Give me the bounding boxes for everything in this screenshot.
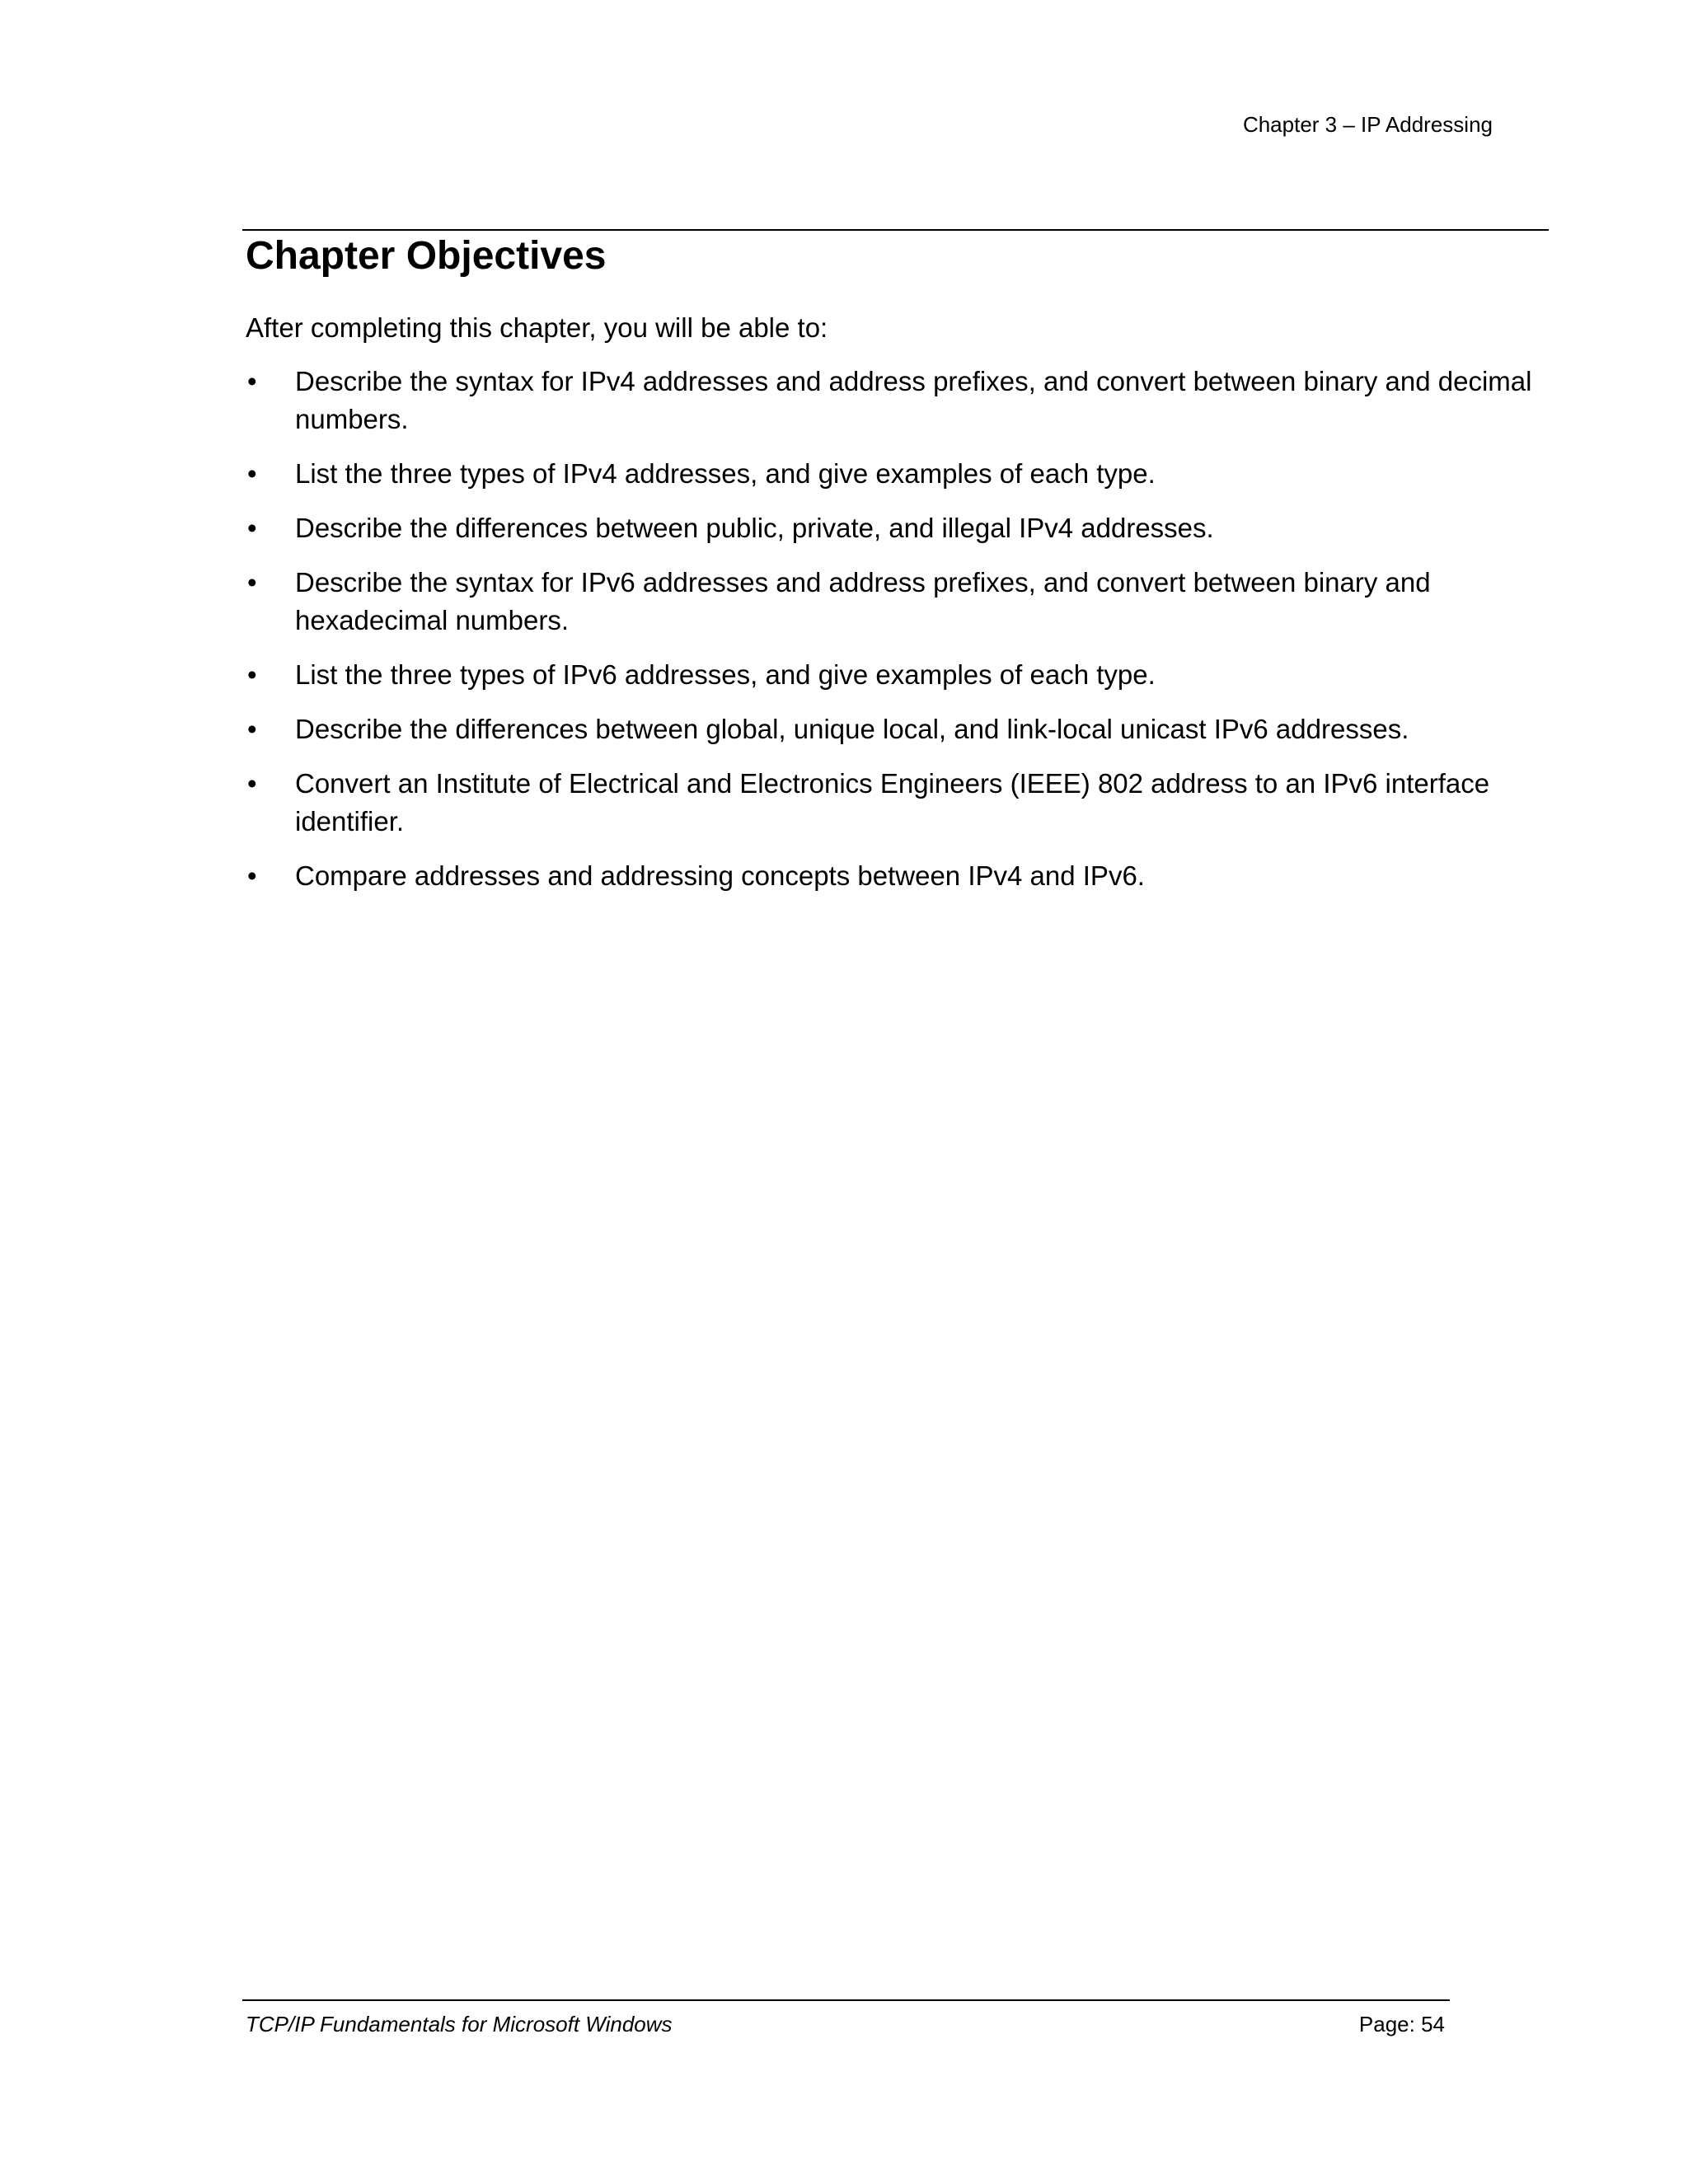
bullet-icon: • bbox=[247, 366, 257, 396]
running-header: Chapter 3 – IP Addressing bbox=[1242, 112, 1493, 137]
footer-book-title: TCP/IP Fundamentals for Microsoft Windows bbox=[246, 2012, 673, 2036]
bullet-icon: • bbox=[247, 458, 257, 489]
bullet-icon: • bbox=[247, 513, 257, 543]
objective-text: List the three types of IPv4 addresses, and give examples of each type. bbox=[295, 458, 1156, 489]
bullet-icon: • bbox=[247, 659, 257, 690]
list-item bbox=[246, 509, 1548, 547]
footer-divider bbox=[242, 1999, 1450, 2001]
objective-text: Compare addresses and addressing concepts between IPv4 and IPv6. bbox=[295, 860, 1145, 891]
objective-text: Describe the syntax for IPv4 addresses and address prefixes, and convert between binary and decimal numbers. bbox=[295, 366, 1532, 434]
list-item bbox=[246, 765, 1548, 841]
objective-text: List the three types of IPv6 addresses, and give examples of each type. bbox=[295, 659, 1156, 690]
list-item bbox=[246, 656, 1548, 694]
list-item bbox=[246, 455, 1548, 493]
list-item bbox=[246, 857, 1548, 895]
intro-paragraph: After completing this chapter, you will be able to: bbox=[246, 312, 828, 343]
objective-text: Convert an Institute of Electrical and Electronics Engineers (IEEE) 802 address to an IPv6 interface identifier. bbox=[295, 768, 1490, 837]
bullet-icon: • bbox=[247, 768, 257, 799]
objectives-list bbox=[246, 363, 1548, 912]
objective-text: Describe the differences between public, private, and illegal IPv4 addresses. bbox=[295, 513, 1214, 543]
bullet-icon: • bbox=[247, 567, 257, 598]
bullet-icon: • bbox=[247, 714, 257, 744]
bullet-icon: • bbox=[247, 860, 257, 891]
list-item bbox=[246, 363, 1548, 438]
objective-text: Describe the differences between global, unique local, and link-local unicast IPv6 addresses. bbox=[295, 714, 1409, 744]
objective-text: Describe the syntax for IPv6 addresses and address prefixes, and convert between binary and hexadecimal numbers. bbox=[295, 567, 1431, 635]
list-item bbox=[246, 564, 1548, 640]
header-divider bbox=[242, 229, 1549, 231]
list-item bbox=[246, 710, 1548, 748]
page-title: Chapter Objectives bbox=[246, 234, 607, 278]
page-number: Page: 54 bbox=[1358, 2012, 1445, 2036]
